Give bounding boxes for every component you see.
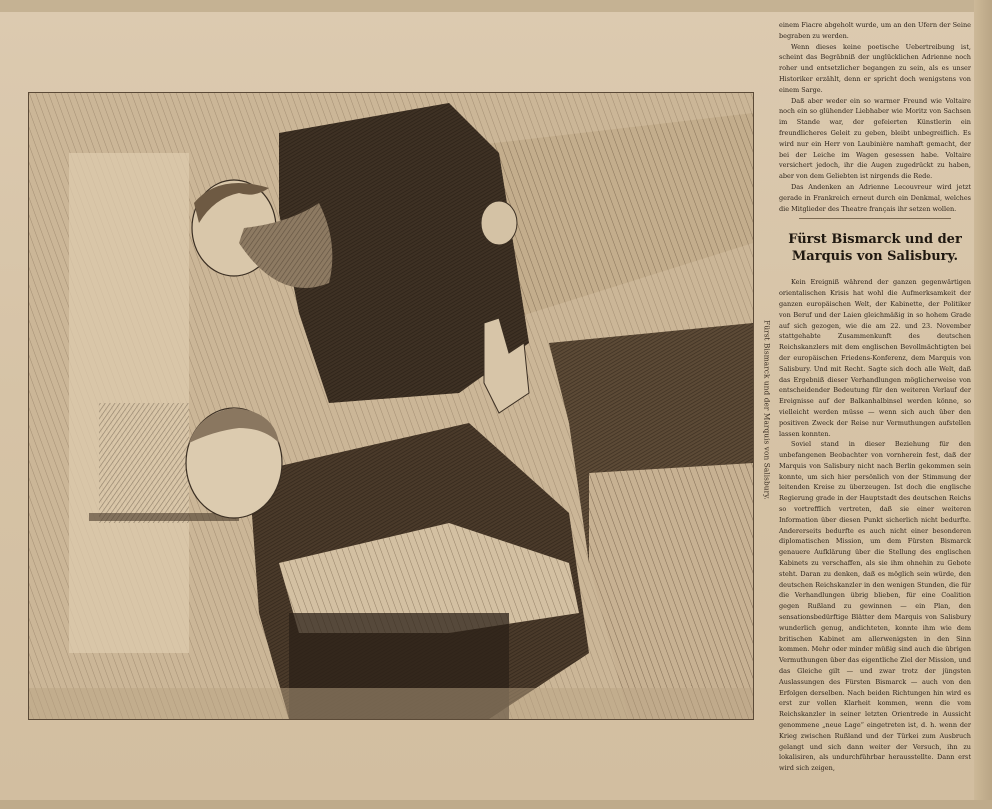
caption-text: Fürst Bismarck und der Marquis von Salisbury. — [762, 320, 772, 500]
article-paragraph: Wenn dieses keine poetische Uebertreibung ist, scheint das Begräbniß der unglücklichen Adrienne noch roher und entsetzlicher begangen zu sein, als es unser Historiker erzählt, denn er spricht doch wenigstens von einem Sarge. — [779, 42, 971, 94]
paper-edge-bottom — [0, 800, 992, 809]
article-paragraph: Das Andenken an Adrienne Lecouvreur wird jetzt gerade in Frankreich erneut durch ein Denkmal, welches die Mitglieder des Theatre français ihr setzen wollen. — [779, 182, 971, 213]
illustration-caption — [752, 320, 782, 500]
article-paragraph: Daß aber weder ein so warmer Freund wie Voltaire noch ein so glühender Liebhaber wie Moritz von Sachsen im Stande war, der gefeierten Künstlerin ein freundlicheres Geleit zu geben, bleibt unbegreiflich. Es wird nur ein Herr von Laubinière namhaft gemacht, der bei der Leiche im Wagen gesessen habe. Voltaire versichert jedoch, ihr die Augen zugedrückt zu haben, aber von dem Geliebten ist nirgends die Rede. — [779, 96, 971, 181]
article-paragraph: Kein Ereigniß während der ganzen gegenwärtigen orientalischen Krisis hat wohl die Aufmerksamkeit der ganzen europäischen Welt, der Kabinette, der Politiker von Beruf und der Laien gleichmäßig in so hohem Grade auf sich gezogen, wie die am 22. und 23. November stattgehabte Zusammenkunft des deutschen Reichskanzlers mit dem englischen Bevollmächtigten bei der europäischen Friedens-Konferenz, dem Marquis von Salisbury. Und mit Recht. Sagte sich doch alle Welt, daß das Ergebniß dieser Verhandlungen möglicherweise von entscheidender Bedeutung für den weiteren Verlauf der Ereignisse auf der Balkanhalbinsel werden könne, so vielleicht werden müsse — wenn sich auch über den positiven Zweck der Reise nur Vermuthungen aufstellen lassen konnten. — [779, 278, 971, 438]
engraving-drawing — [29, 93, 753, 719]
paper-edge-right — [974, 0, 992, 809]
article-headline: Fürst Bismarck und der Marquis von Salisbury. — [788, 232, 962, 265]
section-divider — [799, 218, 951, 219]
paper-edge-top — [0, 0, 992, 12]
engraving-illustration — [28, 92, 754, 720]
article-column — [779, 20, 971, 798]
article-paragraph: Soviel stand in dieser Beziehung für den unbefangenen Beobachter von vornherein fest, daß der Marquis von Salisbury nicht nach Berlin gekommen sein konnte, um sich hier persönlich von der Stimmung der leitenden Kreise zu überzeugen. Ist doch die englische Regierung grade in der Hauptstadt des deutschen Reichs so vortrefflich vertreten, daß sie einer weiteren Information über diesen Punkt sicherlich nicht bedurfte. Andererseits bedurfte es auch nicht einer besonderen diplomatischen Mission, um dem Fürsten Bismarck genauere Aufklärung über die Stellung des englischen Kabinets zu verschaffen, als sie ihm ohnehin zu Gebote steht. Daran zu denken, daß es möglich sein würde, den deutschen Reichskanzler in den wenigen Stunden, die für die Verhandlungen übrig blieben, für eine Coalition gegen Rußland zu gewinnen — ein Plan, den sensationsbedürftige Blätter dem Marquis von Salisbury wunderlich genug, andichteten, konnte ihm wie dem britischen Kabinet am allerwenigsten in den Sinn kommen. Mehr oder minder müßig sind auch die übrigen Vermuthungen über das eigentliche Ziel der Mission, und das Gleiche gilt — und zwar trotz der jüngsten Auslassungen des Fürsten Bismarck — auch von den Erfolgen derselben. Nach beiden Richtungen hin wird es erst zur vollen Klarheit kommen, wenn die vom Reichskanzler in seiner letzten Orientrede in Aussicht genommene „neue Lage“ eingetreten ist, d. h. wenn der Krieg zwischen Rußland und der Türkei zum Ausbruch gelangt und sich dann weiter der Versuch, ihn zu lokalisiren, als undurchführbar herausstellte. Dann erst wird sich zeigen, — [779, 440, 971, 773]
article-paragraph: einem Fiacre abgeholt wurde, um an den Ufern der Seine begraben zu werden. — [779, 21, 971, 40]
